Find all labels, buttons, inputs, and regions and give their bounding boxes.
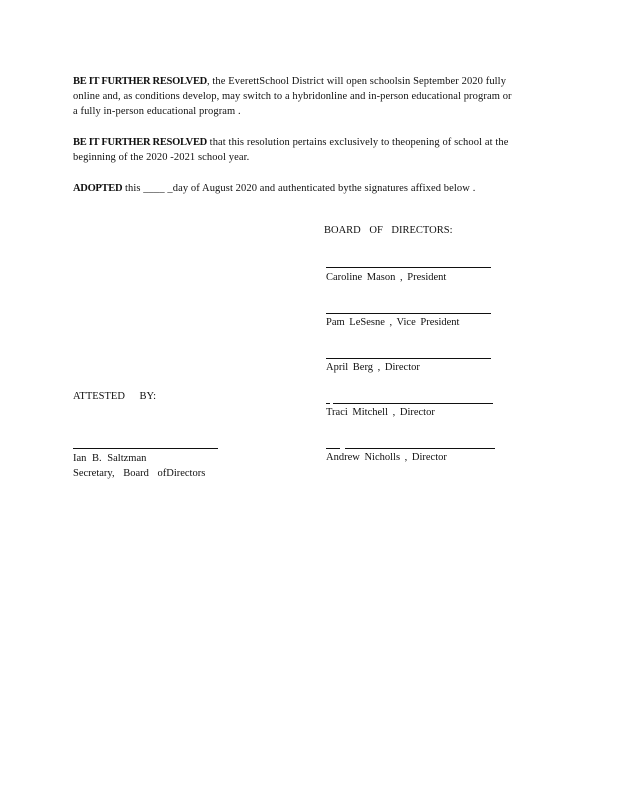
attested-by-label: ATTESTED BY:: [73, 391, 157, 402]
signatory-president: Caroline Mason , President: [326, 272, 447, 283]
signature-line-vice-president: [326, 313, 491, 314]
secretary-block: [73, 451, 205, 481]
signatory-director-3: Andrew Nicholls , Director: [326, 452, 447, 463]
resolution-text-1: , the EverettSchool District will open schoolsin September 2020 fully online and, as conditions develop, may switch to a hybridonline and in-person educational program or a fully in-person educational program .: [73, 76, 512, 117]
resolution-lead-2: BE IT FURTHER RESOLVED: [73, 137, 207, 148]
signature-line-president: [326, 267, 491, 268]
resolution-lead-1: BE IT FURTHER RESOLVED: [73, 76, 207, 87]
signature-line-director-3: [345, 448, 495, 449]
signature-line-director-1: [326, 358, 491, 359]
signature-line-director-2: [333, 403, 493, 404]
board-of-directors-heading: BOARD OF DIRECTORS:: [324, 225, 453, 236]
adoption-text: this ____ _day of August 2020 and authenticated bythe signatures affixed below .: [122, 183, 476, 194]
resolution-paragraph-2: [73, 135, 518, 165]
signatory-vice-president: Pam LeSesne , Vice President: [326, 317, 460, 328]
resolution-text-2: that this resolution pertains exclusively to theopening of school at the beginning of the 2020 -2021 school year.: [73, 137, 509, 163]
signatory-director-1: April Berg , Director: [326, 362, 420, 373]
signature-line-director-3-lead: [326, 448, 340, 449]
signature-line-secretary: [73, 448, 218, 449]
signatory-director-2: Traci Mitchell , Director: [326, 407, 435, 418]
secretary-title: Secretary, Board ofDirectors: [73, 468, 206, 479]
adoption-lead: ADOPTED: [73, 183, 123, 194]
secretary-name: Ian B. Saltzman: [73, 453, 147, 464]
adoption-paragraph: [73, 181, 518, 196]
signature-line-director-2-lead: [326, 403, 330, 404]
resolution-paragraph-1: [73, 74, 518, 119]
